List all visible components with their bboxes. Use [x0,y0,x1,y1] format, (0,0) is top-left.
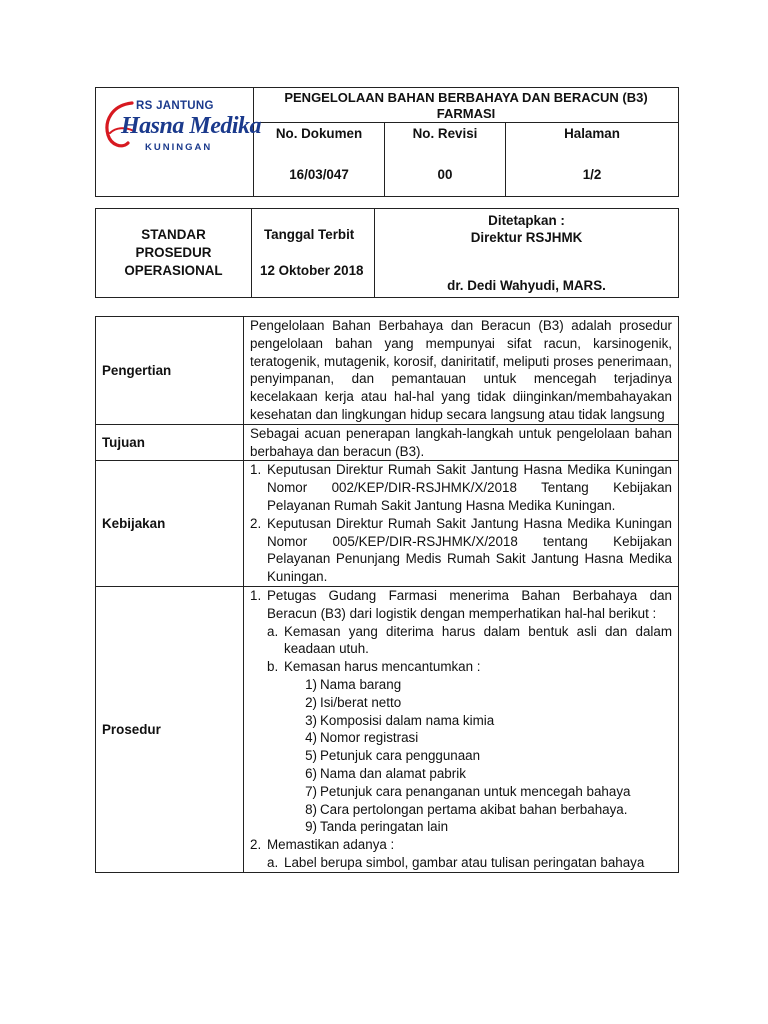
issue-date-value: 12 Oktober 2018 [260,263,364,278]
list-item [250,658,672,676]
list-text: Petugas Gudang Farmasi menerima Bahan Berbahaya dan Beracun (B3) dari logistik dengan memperhatikan hal-hal berikut : [267,587,672,621]
kebijakan-label: Kebijakan [96,461,244,587]
list-number: 1. [250,462,262,478]
list-subnumber: 7) [305,783,317,799]
logo-cell [96,88,262,197]
tujuan-label: Tujuan [96,424,244,461]
list-text: Nama dan alamat pabrik [320,765,466,781]
page-label: Halaman [506,123,679,153]
logo-rs-text: RS JANTUNG [136,100,214,112]
list-item [250,623,672,659]
list-item [250,801,672,819]
list-subnumber: 1) [305,676,317,692]
row-prosedur [96,586,679,872]
list-item [250,515,672,586]
issue-date-cell [252,209,375,298]
sop-line-2: PROSEDUR [135,245,212,260]
list-subnumber: 5) [305,748,317,764]
list-letter: a. [267,623,279,639]
list-item [250,676,672,694]
list-number: 1. [250,587,262,603]
document-header-table [95,87,679,197]
revision-label: No. Revisi [385,123,506,153]
prosedur-label: Prosedur [96,586,244,872]
list-subnumber: 3) [305,712,317,728]
list-text: Memastikan adanya : [267,837,395,853]
signature-cell [375,209,679,298]
list-item [250,461,672,514]
list-text: Nomor registrasi [320,730,419,746]
set-by-label: Ditetapkan : [488,213,565,228]
row-kebijakan [96,461,679,587]
row-pengertian [96,317,679,425]
page-value: 1/2 [506,152,679,197]
sop-line-3: OPERASIONAL [124,263,223,278]
list-subnumber: 9) [305,819,317,835]
row-tujuan [96,424,679,461]
signer-name: dr. Dedi Wahyudi, MARS. [447,278,606,293]
pengertian-label: Pengertian [96,317,244,425]
hospital-logo [96,89,262,195]
list-text: Isi/berat netto [320,694,402,710]
approval-table [95,208,679,298]
list-text: Petunjuk cara penggunaan [320,748,481,764]
sop-line-1: STANDAR [141,227,206,242]
list-text: Cara pertolongan pertama akibat bahan berbahaya. [320,801,628,817]
list-item [250,783,672,801]
list-text: Label berupa simbol, gambar atau tulisan peringatan bahaya [284,854,645,870]
pengertian-text: Pengelolaan Bahan Berbahaya dan Beracun (B3) adalah prosedur pengelolaan bahan yang mempunyai sifat racun, karsinogenik, teratogenik, mutagenik, korosif, daniritatif, meliputi proses penerimaan, penyimpanan, dan pemantauan untuk mencegah terjadinya kecelakaan kerja atau hal-hal yang tidak diinginkan/membahayakan kesehatan dan lingkungan hidup secara langsung atau tidak langsung [244,317,679,425]
sop-content-table [95,316,679,873]
kebijakan-list [244,461,679,587]
list-item [250,747,672,765]
revision-value: 00 [385,152,506,197]
list-item [250,836,672,854]
tujuan-text: Sebagai acuan penerapan langkah-langkah untuk pengelolaan bahan berbahaya dan beracun (B3). [244,424,679,461]
list-text: Komposisi dalam nama kimia [320,712,495,728]
list-text: Kemasan yang diterima harus dalam bentuk asli dan dalam keadaan utuh. [284,623,672,657]
list-text: Kemasan harus mencantumkan : [284,659,481,675]
list-subnumber: 2) [305,694,317,710]
list-number: 2. [250,837,262,853]
issue-date-label: Tanggal Terbit [264,227,355,242]
list-item [250,712,672,730]
list-subnumber: 8) [305,801,317,817]
list-text: Keputusan Direktur Rumah Sakit Jantung Hasna Medika Kuningan Nomor 005/KEP/DIR-RSJHMK/X/2018 tentang Kebijakan Pelayanan Penunjang Medis Rumah Sakit Jantung Hasna Medika Kuningan. [267,515,672,585]
doc-number-label: No. Dokumen [254,123,385,153]
director-title: Direktur RSJHMK [470,230,583,245]
list-text: Tanda peringatan lain [320,819,449,835]
list-subnumber: 6) [305,765,317,781]
list-item [250,729,672,747]
list-item [250,587,672,623]
list-item [250,765,672,783]
list-item [250,854,672,872]
logo-city-text: KUNINGAN [145,142,213,153]
prosedur-list [244,586,679,872]
list-letter: b. [267,659,279,675]
list-text: Keputusan Direktur Rumah Sakit Jantung Hasna Medika Kuningan Nomor 002/KEP/DIR-RSJHMK/X/2018 Tentang Kebijakan Pelayanan Rumah Sakit Jantung Hasna Medika Kuningan. [267,462,672,513]
sop-title-cell [96,209,252,298]
list-item [250,818,672,836]
list-number: 2. [250,515,262,531]
logo-name-text: Hasna Medika [121,113,262,139]
document-title: PENGELOLAAN BAHAN BERBAHAYA DAN BERACUN (B3) FARMASI [254,88,679,123]
list-text: Petunjuk cara penanganan untuk mencegah bahaya [320,783,631,799]
list-letter: a. [267,854,279,870]
list-item [250,694,672,712]
list-text: Nama barang [320,676,402,692]
list-subnumber: 4) [305,730,317,746]
doc-number-value: 16/03/047 [254,152,385,197]
